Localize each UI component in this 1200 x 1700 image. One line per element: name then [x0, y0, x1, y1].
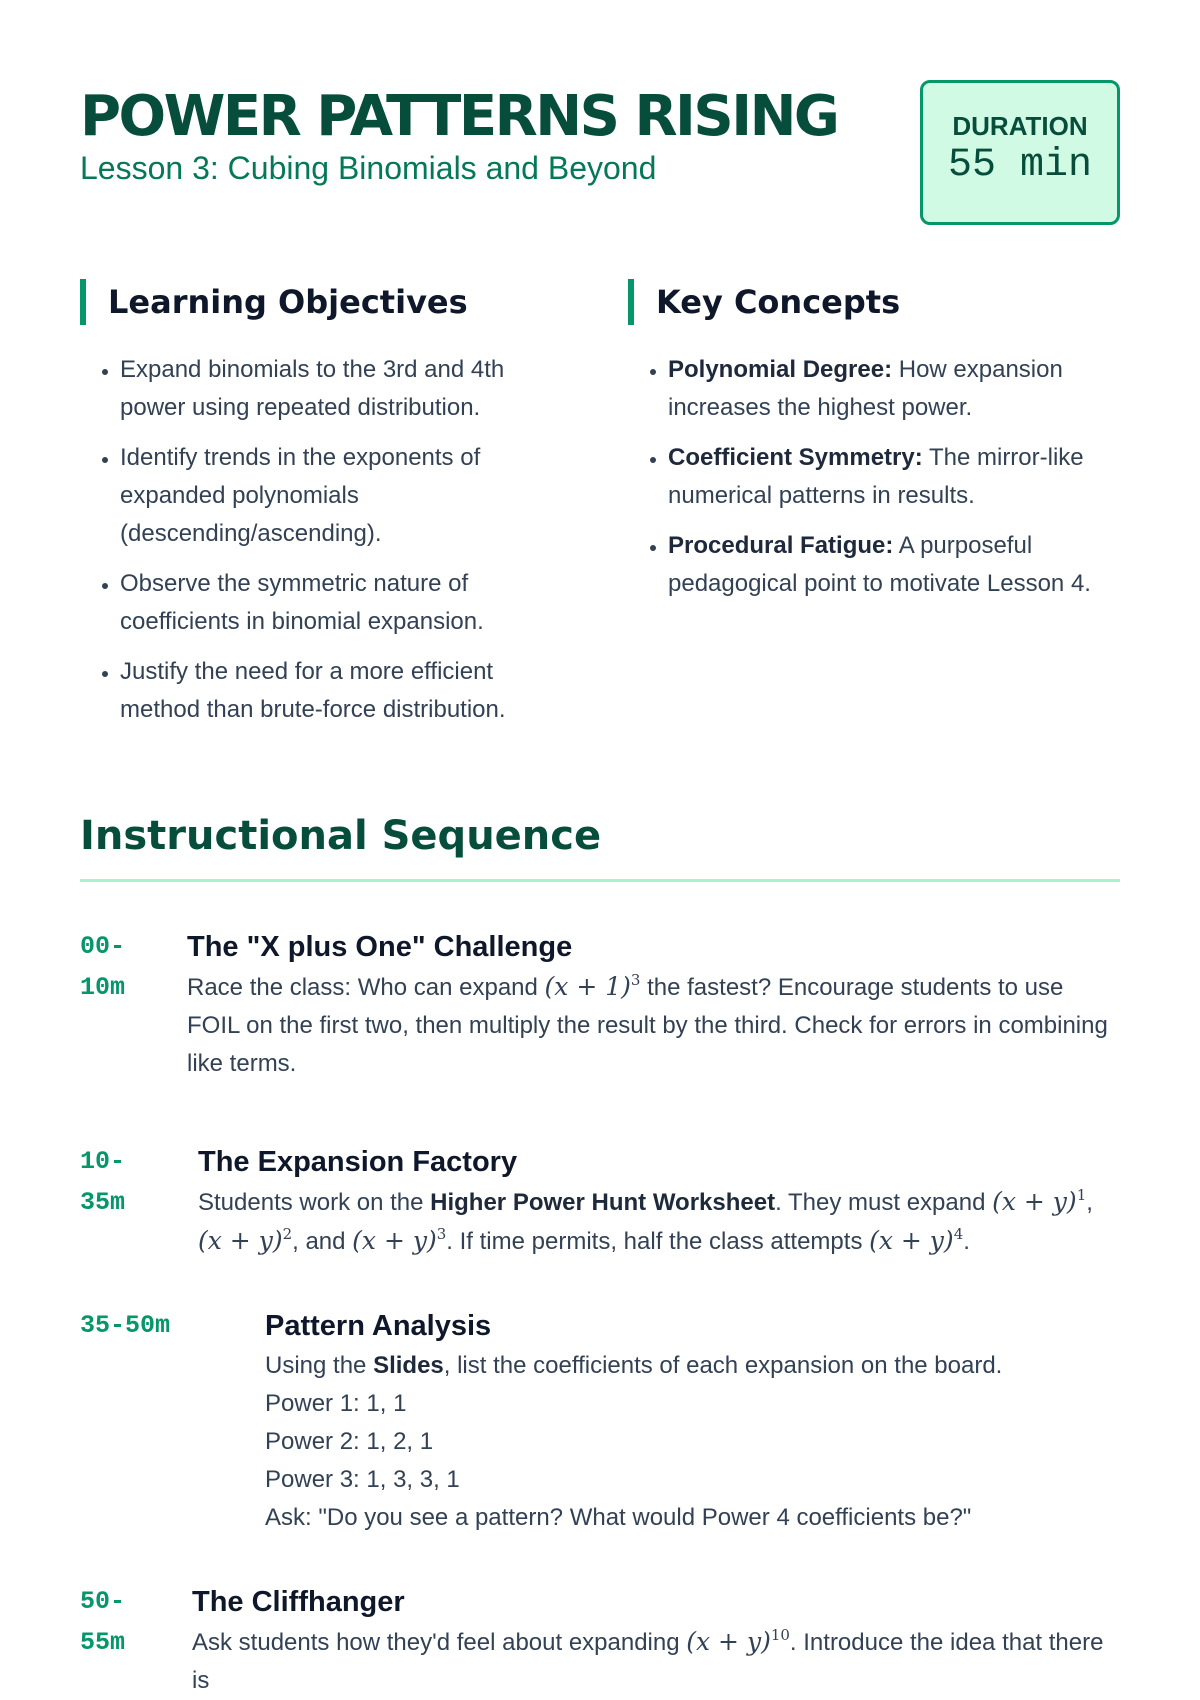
objectives-list	[80, 351, 572, 729]
objective-item: • Identify trends in the exponents of expanded polynomials (descending/ascending).	[120, 439, 572, 553]
duration-badge	[920, 80, 1120, 225]
math-expression: $(x + 1)^3$	[544, 971, 641, 1001]
step-title: Pattern Analysis	[265, 1310, 492, 1342]
objective-item: • Expand binomials to the 3rd and 4th power using repeated distribution.	[120, 351, 572, 427]
concept-text: The mirror-like numerical patterns in results.	[668, 444, 1084, 509]
step-time: 35-50m	[80, 1311, 171, 1340]
page-header	[80, 80, 1120, 225]
overview-columns	[80, 279, 1120, 741]
sequence-step	[80, 1141, 1120, 1261]
step-time-end: 35m	[80, 1188, 126, 1217]
step-time	[80, 1581, 192, 1663]
concept-term: Coefficient Symmetry:	[668, 444, 923, 471]
step-body	[192, 1581, 1120, 1700]
step-time-end: 55m	[80, 1628, 126, 1657]
step-title: The Expansion Factory	[198, 1146, 518, 1178]
duration-value: 55 min	[947, 143, 1093, 188]
step-time	[80, 1141, 198, 1223]
concept-item	[668, 351, 1120, 427]
concept-item	[668, 527, 1120, 603]
concept-item	[668, 439, 1120, 515]
objectives-heading: Learning Objectives	[80, 279, 572, 325]
step-body	[198, 1141, 1120, 1261]
duration-label: DURATION	[952, 111, 1088, 141]
sequence-step	[80, 926, 1120, 1083]
step-time-end: 10m	[80, 973, 126, 1002]
discussion-prompt: Ask: "Do you see a pattern? What would Power 4 coefficients be?"	[265, 1504, 972, 1531]
step-time-start: 50-	[80, 1587, 126, 1616]
step-description: Students work on the Higher Power Hunt Worksheet. They must expand $(x + y)^1$, $(x + y)^2$, and $(x + y)^3$. If time permits, half the class attempts $(x + y)^4$.	[198, 1186, 1093, 1255]
section-divider	[80, 879, 1120, 882]
step-title: The "X plus One" Challenge	[187, 931, 573, 963]
sequence-step	[80, 1581, 1120, 1700]
step-time-start: 00-	[80, 932, 126, 961]
concepts-heading: Key Concepts	[628, 279, 1120, 325]
sequence-step	[80, 1305, 1120, 1537]
step-description: Ask students how they'd feel about expanding $(x + y)^{10}$. Introduce the idea that there is	[192, 1626, 1104, 1694]
title-block	[80, 80, 837, 186]
page-subtitle: Lesson 3: Cubing Binomials and Beyond	[80, 150, 657, 186]
step-body	[187, 926, 1120, 1083]
step-description: Using the Slides, list the coefficients of each expansion on the board.	[265, 1352, 1003, 1379]
math-expression: $(x + y)^1$	[992, 1186, 1087, 1216]
concept-term: Procedural Fatigue:	[668, 532, 894, 559]
coefficient-line: Power 2: 1, 2, 1	[265, 1428, 434, 1455]
coefficient-line: Power 1: 1, 1	[265, 1390, 407, 1417]
concept-text: A purposeful pedagogical point to motivate Lesson 4.	[668, 532, 1091, 597]
math-expression: $(x + y)^4$	[869, 1225, 964, 1255]
objective-item: • Justify the need for a more efficient method than brute-force distribution.	[120, 653, 572, 729]
math-expression: $(x + y)^3$	[352, 1225, 447, 1255]
step-time	[80, 926, 187, 1008]
objectives-column	[80, 279, 572, 741]
math-expression: $(x + y)^{10}$	[686, 1626, 790, 1656]
concept-term: Polynomial Degree:	[668, 356, 893, 383]
step-description: Race the class: Who can expand $(x + 1)^3$ the fastest? Encourage students to use FOIL on the first two, then multiply the result by the third. Check for errors in combining like terms.	[187, 971, 1108, 1077]
concepts-list	[628, 351, 1120, 603]
step-title: The Cliffhanger	[192, 1586, 405, 1618]
objective-item: • Observe the symmetric nature of coefficients in binomial expansion.	[120, 565, 572, 641]
step-body	[265, 1305, 1120, 1537]
sequence-heading: Instructional Sequence	[80, 813, 602, 859]
concepts-column	[628, 279, 1120, 741]
step-time-start: 10-	[80, 1147, 126, 1176]
coefficient-line: Power 3: 1, 3, 3, 1	[265, 1466, 460, 1493]
concept-text: How expansion increases the highest power.	[668, 356, 1063, 421]
math-expression: $(x + y)^2$	[198, 1225, 293, 1255]
page-title: POWER PATTERNS RISING	[80, 84, 838, 149]
